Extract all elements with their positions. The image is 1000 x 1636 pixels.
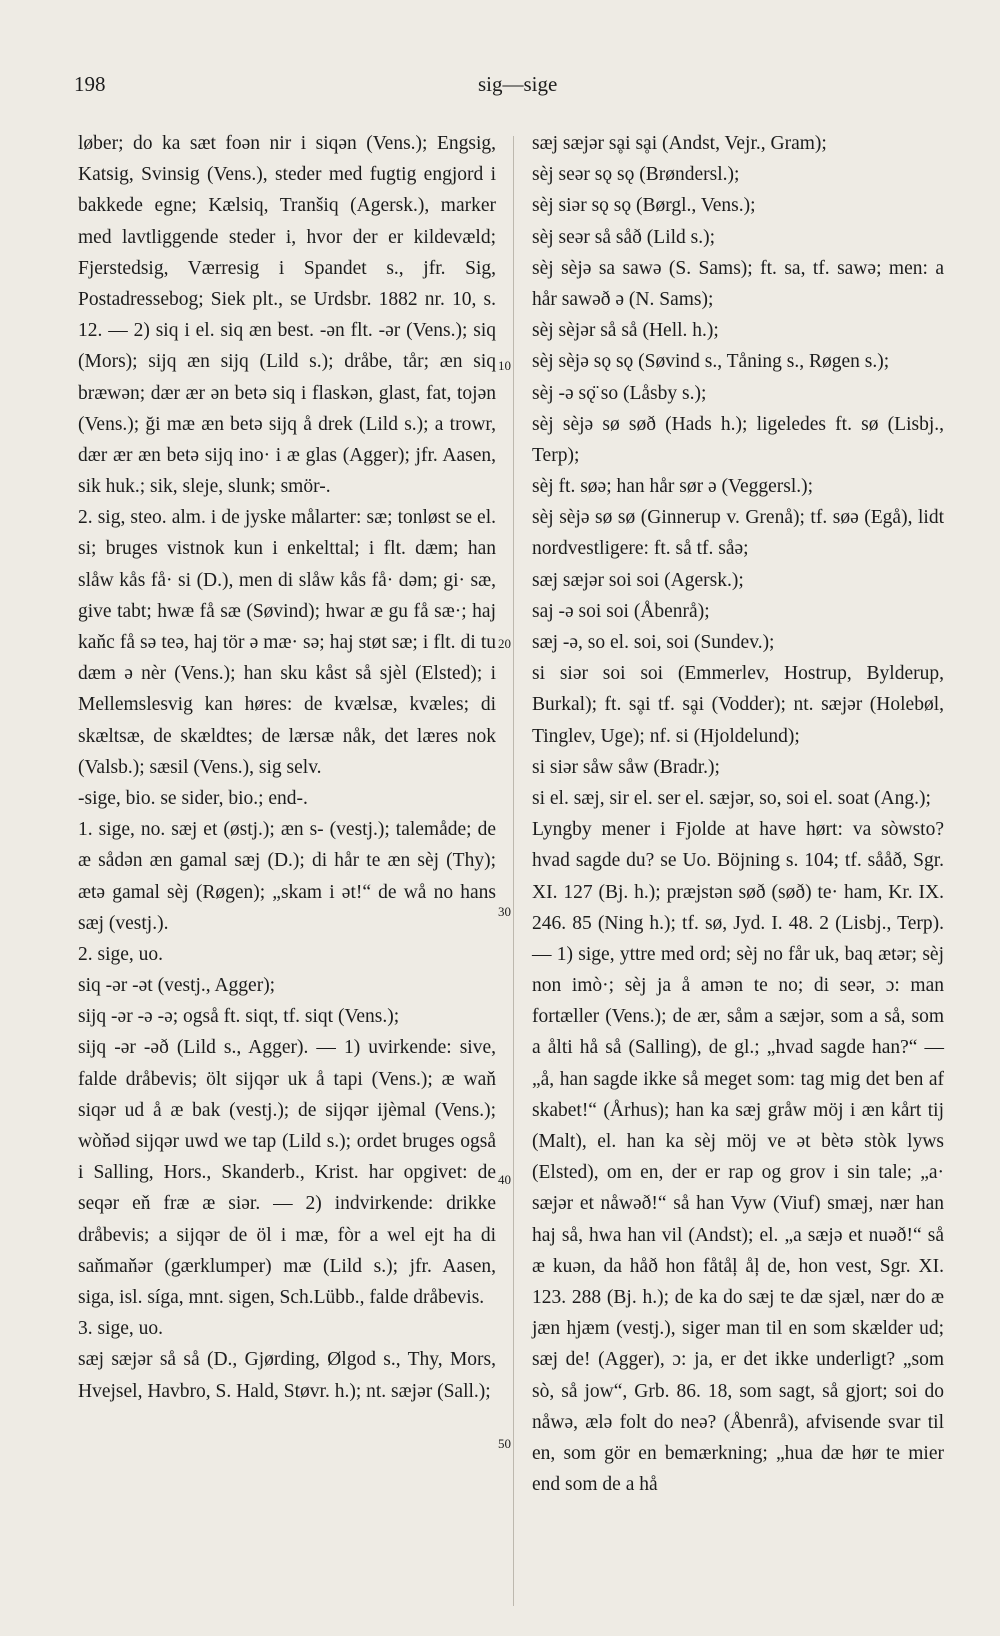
entry-paragraph: 2. sige, uo. — [78, 943, 164, 965]
right-column — [532, 128, 944, 1500]
entry-paragraph: sæj sæjər sḁi sḁi (Andst, Vejr., Gram); — [532, 133, 827, 154]
entry-paragraph: 3. sige, uo. — [78, 1318, 164, 1340]
entry-paragraph: -sige, bio. se sider, bio.; end-. — [78, 787, 308, 809]
entry-paragraph: sæj -ə, so el. soi, soi (Sundev.); — [532, 632, 775, 653]
line-number: 30 — [498, 904, 511, 919]
entry-paragraph: si siər soi soi (Emmerlev, Hostrup, Bylderup, Burkal); ft. sḁi tf. sḁi (Vodder); nt. sæjər (Holebøl, Tinglev, Uge); nf. si (Hjoldelund); — [532, 663, 944, 747]
entry-paragraph: sijq -ər -ə -ə; også ft. siqt, tf. siqt (Vens.); — [78, 1006, 400, 1028]
entry-paragraph: sèj siər sǫ sǫ (Børgl., Vens.); — [532, 195, 756, 217]
running-title: sig—sige — [478, 72, 558, 96]
line-number: 40 — [498, 1172, 511, 1187]
line-number: 50 — [498, 1436, 511, 1451]
column-divider — [513, 136, 514, 1606]
entry-paragraph: siq -ər -ət (vestj., Agger); — [78, 975, 276, 997]
entry-paragraph: Lyngby mener i Fjolde at have hørt: va sòwsto? hvad sagde du? se Uo. Böjning s. 104; tf. sååð, Sgr. XI. 127 (Bj. h.); præjstən søð (søð) te· ham, Kr. IX. 246. 85 (Ning h.); tf. sø, Jyd. I. 48. 2 (Lisbj., Terp). — 1) sige, yttre med ord; sèj no får uk, baq ætər; sèj non imò·; sèj ja å amən te no; di seər, ɔ: man fortæller (Vens.); de ær, såm a sæjər, som a så, som a ålti hå så (Salling), de gl.; „hvad sagde han?“ — „å, han sagde ikke så meget som: tag mig det ben af skabet!“ (Århus); han ka sæj gråw möj i æn kårt tij (Malt), el. han ka sèj möj ve ət bètə stòk lyws (Elsted), om en, der er rap og grov i sin tale; „a· sæjər et nåwəð!“ så han Vyw (Viuf) smæj, nær han haj så, hwa han vil (Andst); el. „a sæjə et nuəð!“ så æ kuən, da håð hon fåtåļ åļ de, hon vest, Sgr. XI. 123. 288 (Bj. h.); de ka do sæj te dæ sjæl, nær do æ jæn hjæm (vestj.), siger man til en som skælder ud; sæj de! (Agger), ɔ: ja, er det ikke underligt? „som sò, så jow“, Grb. 86. 18, som sagt, så gjort; soi do nåwə, ælə folt do neə? (Åbenrå), afvisende svar til en, som gör en bemærkning; „hua dæ hør te mier end som de a hå — [532, 819, 944, 1496]
page-number: 198 — [74, 72, 106, 96]
entry-paragraph: sijq -ər -əð (Lild s., Agger). — 1) uvirkende: sive, falde dråbevis; ölt sijqər uk å tapi (Vens.); æ waň siqər ud å æ bak (vestj.); de sijqər ijèmal (Vens.); wòňəd sijqər uwd we tap (Lild s.); ordet bruges også i Salling, Hors., Skanderb., Krist. har opgivet: de seqər eň fræ æ siər. — 2) indvirkende: drikke dråbevis; a sijqər de öl i mæ, fòr a wel ejt ha di saňmaňər (gærklumper) mæ (Lild s.); jfr. Aasen, siga, isl. síga, mnt. sigen, Sch.Lübb., falde dråbevis. — [78, 1037, 496, 1308]
line-number: 20 — [498, 636, 511, 651]
entry-paragraph: sèj ft. søə; han hår sør ə (Veggersl.); — [532, 476, 814, 498]
entry-paragraph: sæj sæjər soi soi (Agersk.); — [532, 569, 744, 591]
entry-paragraph: løber; do ka sæt foən nir i siqən (Vens.); Engsig, Katsig, Svinsig (Vens.), steder med fugtig engjord i bakkede egne; Kælsiq, Tranšiq (Agersk.), marker med lavtliggende steder i, hvor der er kildevæld; Fjerstedsig, Værresig i Spandet s., jfr. Sig, Postadressebog; Siek plt., se Urdsbr. 1882 nr. 10, s. 12. — 2) siq i el. siq æn best. -ən flt. -ər (Vens.); siq (Mors); sijq æn sijq (Lild s.); dråbe, tår; æn siq bræwən; dær ær ən betə siq i flaskən, glast, fat, tojən (Vens.); ği mæ æn betə sijq å drek (Lild s.); a trowr, dær ær æn betə sijq ino· i æ glas (Agger); jfr. Aasen, sik huk.; sik, sleje, slunk; smör-. — [78, 133, 496, 498]
entry-paragraph: sèj seər sǫ sǫ (Brøndersl.); — [532, 164, 740, 186]
left-column — [78, 128, 496, 1407]
entry-paragraph: sæj sæjər så så (D., Gjørding, Ølgod s., Thy, Mors, Hvejsel, Havbro, S. Hald, Støvr. h.); nt. sæjər (Sall.); — [78, 1349, 496, 1402]
entry-paragraph: sèj -ə sǫ̈ so (Låsby s.); — [532, 382, 707, 404]
entry-paragraph: sèj sèjə sø sø (Ginnerup v. Grenå); tf. søə (Egå), lidt nordvestligere: ft. så tf. såə; — [532, 507, 944, 560]
entry-paragraph: saj -ə soi soi (Åbenrå); — [532, 600, 710, 622]
entry-paragraph: si siər såw såw (Bradr.); — [532, 756, 720, 778]
entry-paragraph: 2. sig, steo. alm. i de jyske målarter: sæ; tonløst se el. si; bruges vistnok kun i enkelttal; i flt. dæm; han slåw kås få· si (D.), men di slåw kås få· dəm; gi· sæ, give tabt; hwæ få sæ (Søvind); hwar æ gu få sæ·; haj kaňc få sə teə, haj tör ə mæ· sə; haj støt sæ; i flt. di tu dæm ə nèr (Vens.); han sku kåst så sjèl (Elsted); i Mellemslesvig kan høres: de kvælsæ, kvæles; di skæltsæ, de skældtes; de lærsæ nåk, det læres nok (Valsb.); sæsil (Vens.), sig selv. — [78, 507, 496, 778]
entry-paragraph: sèj sèjə sa sawə (S. Sams); ft. sa, tf. sawə; men: a hår sawəð ə (N. Sams); — [532, 257, 944, 310]
entry-paragraph: sèj sèjə sǫ sǫ (Søvind s., Tåning s., Røgen s.); — [532, 351, 890, 373]
entry-paragraph: sèj sèjə sø søð (Hads h.); ligeledes ft. sø (Lisbj., Terp); — [532, 413, 944, 466]
entry-paragraph: sèj sèjər så så (Hell. h.); — [532, 320, 719, 342]
line-number: 10 — [498, 358, 511, 373]
entry-paragraph: si el. sæj, sir el. ser el. sæjər, so, soi el. soat (Ang.); — [532, 787, 931, 809]
entry-paragraph: sèj seər så såð (Lild s.); — [532, 226, 716, 248]
entry-paragraph: 1. sige, no. sæj et (østj.); æn s- (vestj.); talemåde; de æ sådən æn gamal sæj (D.); di hår te æn sèj (Thy); ætə gamal sèj (Røgen); „skam i ət!“ de wå no hans sæj (vestj.). — [78, 819, 496, 934]
